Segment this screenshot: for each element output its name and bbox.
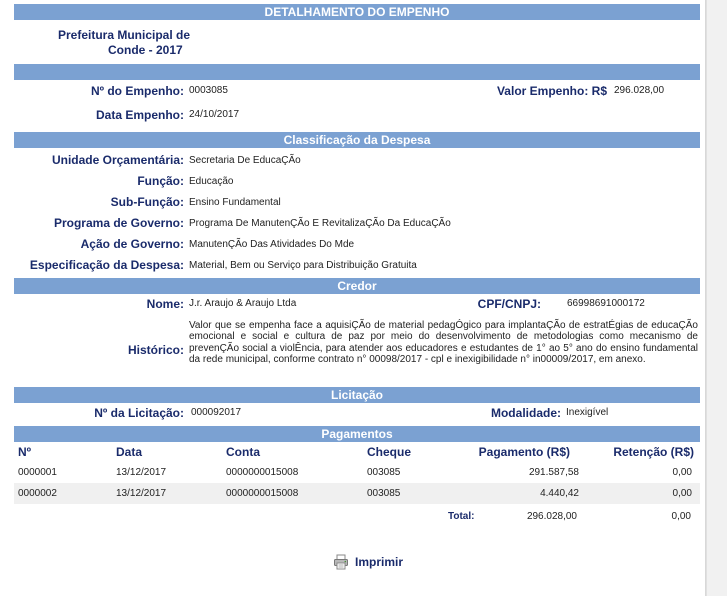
total-pagamento: 296.028,00: [526, 511, 577, 522]
subfuncao-label: Sub-Função:: [110, 195, 184, 209]
col-header-retencao: Retenção (R$): [613, 445, 694, 459]
scrollbar[interactable]: [706, 0, 727, 596]
unidade-value: Secretaria De EducaÇÃo: [189, 155, 301, 166]
credor-cpf-label: CPF/CNPJ:: [477, 297, 541, 311]
entity-name-line2: Conde - 2017: [108, 43, 183, 57]
cell-conta: 0000000015008: [226, 488, 299, 499]
credor-nome-label: Nome:: [146, 297, 184, 311]
empenho-numero-label: Nº do Empenho:: [90, 84, 184, 98]
empenho-data-value: 24/10/2017: [189, 109, 240, 120]
credor-cpf-value: 66998691000172: [567, 298, 645, 309]
funcao-value: Educação: [189, 176, 234, 187]
total-label: Total:: [448, 511, 475, 522]
cell-retencao: 0,00: [672, 488, 692, 499]
col-header-numero: Nº: [18, 445, 32, 459]
print-button[interactable]: [333, 554, 403, 570]
subfuncao-value: Ensino Fundamental: [189, 197, 281, 208]
especificacao-label: Especificação da Despesa:: [29, 258, 184, 272]
acao-value: ManutenÇÃo Das Atividades Do Mde: [189, 239, 355, 250]
funcao-label: Função:: [137, 174, 184, 188]
empenho-valor-label: Valor Empenho: R$: [496, 84, 607, 98]
acao-label: Ação de Governo:: [80, 237, 184, 251]
licitacao-numero-value: 000092017: [191, 407, 242, 418]
col-header-conta: Conta: [226, 445, 260, 459]
cell-pagamento: 291.587,58: [528, 467, 579, 478]
printer-icon: [333, 554, 349, 570]
empenho-data-label: Data Empenho:: [95, 108, 184, 122]
programa-label: Programa de Governo:: [53, 216, 184, 230]
print-label: Imprimir: [355, 555, 404, 569]
classificacao-bar: Classificação da Despesa: [14, 132, 700, 148]
cell-numero: 0000002: [18, 488, 57, 499]
empenho-valor-value: 296.028,00: [614, 85, 665, 96]
cell-data: 13/12/2017: [116, 488, 167, 499]
pagamentos-bar: Pagamentos: [14, 426, 700, 442]
especificacao-value: Material, Bem ou Serviço para Distribuição Gratuita: [189, 260, 417, 271]
total-retencao: 0,00: [671, 511, 691, 522]
entity-name-line1: Prefeitura Municipal de: [58, 28, 191, 42]
empenho-numero-value: 0003085: [189, 85, 228, 96]
separator-bar: [14, 64, 700, 80]
unidade-label: Unidade Orçamentária:: [51, 153, 184, 167]
col-header-data: Data: [116, 445, 143, 459]
licitacao-modalidade-label: Modalidade:: [490, 406, 561, 420]
licitacao-modalidade-value: Inexigível: [566, 407, 609, 418]
header-bar: DETALHAMENTO DO EMPENHO: [14, 4, 700, 20]
table-row: [14, 462, 700, 483]
cell-retencao: 0,00: [672, 467, 692, 478]
programa-value: Programa De ManutenÇÃo E RevitalizaÇÃo Da EducaÇÃo: [189, 218, 451, 229]
licitacao-bar: Licitação: [14, 387, 700, 403]
col-header-pagamento: Pagamento (R$): [478, 445, 570, 459]
col-header-cheque: Cheque: [367, 445, 412, 459]
cell-numero: 0000001: [18, 467, 57, 478]
licitacao-numero-label: Nº da Licitação:: [94, 406, 184, 420]
credor-bar: Credor: [14, 278, 700, 294]
cell-conta: 0000000015008: [226, 467, 299, 478]
cell-cheque: 003085: [367, 488, 401, 499]
credor-nome-value: J.r. Araujo & Araujo Ltda: [189, 298, 297, 309]
table-row: [14, 483, 700, 504]
credor-historico-label: Histórico:: [127, 343, 184, 357]
cell-pagamento: 4.440,42: [540, 488, 579, 499]
cell-cheque: 003085: [367, 467, 401, 478]
credor-historico-value: Valor que se empenha face a aquisiÇÃo de material pedagÓgico para implantaÇÃo de estratÉgias de educaÇÃo emocional e social e cultura de paz por meio do desenvolvimento de metodologias como mecanismo de prevenÇÃo social a violÊncia, para atender aos educadores e estudantes de 1° ao 5° ano do ensino fundamental da rede municipal, conforme contrato n° 00098/2017 - cpl e inexigibilidade n° in00009/2017, em anexo.: [189, 320, 698, 366]
cell-data: 13/12/2017: [116, 467, 167, 478]
